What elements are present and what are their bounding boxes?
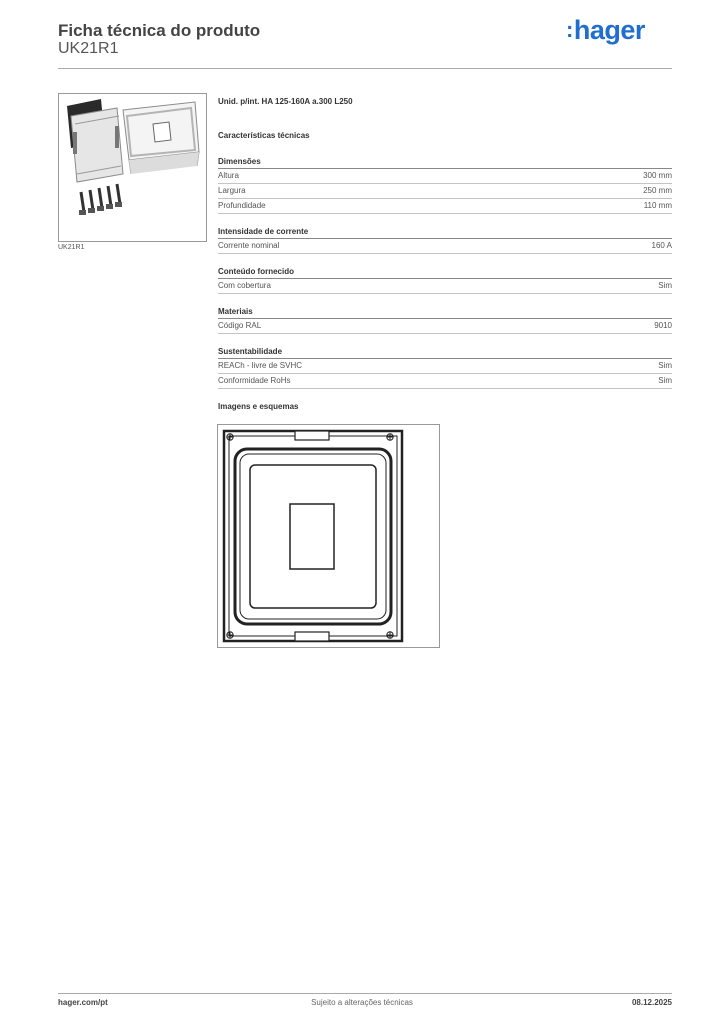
spec-value: Sim	[658, 376, 672, 385]
technical-characteristics-heading: Características técnicas	[218, 131, 310, 140]
spec-group-materials	[218, 306, 672, 334]
document-title: Ficha técnica do produto	[58, 21, 261, 40]
spec-group-dimensions	[218, 156, 672, 214]
spec-panel	[218, 96, 672, 413]
front-view-diagram	[218, 425, 439, 647]
spec-group-title: Dimensões	[218, 156, 672, 169]
spec-group-current	[218, 226, 672, 254]
spec-group-sustainability	[218, 346, 672, 389]
logo-dots-icon: :	[566, 17, 573, 42]
spec-label: Código RAL	[218, 321, 262, 330]
product-photo-illustration	[59, 94, 206, 241]
spec-value: 250 mm	[643, 186, 672, 195]
spec-group-contents	[218, 266, 672, 294]
spec-group-title: Materiais	[218, 306, 672, 319]
hager-logo[interactable]	[566, 15, 645, 46]
spec-row	[218, 199, 672, 214]
spec-row	[218, 169, 672, 184]
document-date: 08.12.2025	[631, 998, 672, 1007]
product-reference: UK21R1	[58, 40, 119, 57]
spec-label: REACh - livre de SVHC	[218, 361, 303, 370]
spec-label: Profundidade	[218, 201, 266, 210]
spec-row	[218, 374, 672, 389]
spec-label: Largura	[218, 186, 246, 195]
technical-drawing	[217, 424, 440, 648]
spec-value: 110 mm	[643, 201, 672, 210]
spec-group-title: Conteúdo fornecido	[218, 266, 672, 279]
product-photo-caption: UK21R1	[58, 244, 85, 251]
footer-notice: Sujeito a alterações técnicas	[311, 998, 413, 1007]
spec-label: Com cobertura	[218, 281, 271, 290]
spec-row	[218, 359, 672, 374]
spec-row	[218, 184, 672, 199]
spec-value: 9010	[654, 321, 672, 330]
spec-row	[218, 319, 672, 334]
images-heading: Imagens e esquemas	[218, 402, 299, 411]
website-link[interactable]: hager.com/pt	[58, 998, 108, 1007]
spec-value: 160 A	[651, 241, 672, 250]
spec-value: Sim	[658, 281, 672, 290]
spec-label: Altura	[218, 171, 239, 180]
product-name: Unid. p/int. HA 125-160A a.300 L250	[218, 97, 353, 106]
header-divider	[58, 68, 672, 69]
spec-row	[218, 239, 672, 254]
spec-row	[218, 279, 672, 294]
spec-value: Sim	[658, 361, 672, 370]
logo-text: hager	[573, 15, 645, 45]
product-photo	[58, 93, 207, 242]
spec-label: Conformidade RoHs	[218, 376, 291, 385]
spec-group-title: Sustentabilidade	[218, 346, 672, 359]
footer-divider	[58, 993, 672, 994]
spec-group-title: Intensidade de corrente	[218, 226, 672, 239]
spec-label: Corrente nominal	[218, 241, 280, 250]
spec-value: 300 mm	[643, 171, 672, 180]
